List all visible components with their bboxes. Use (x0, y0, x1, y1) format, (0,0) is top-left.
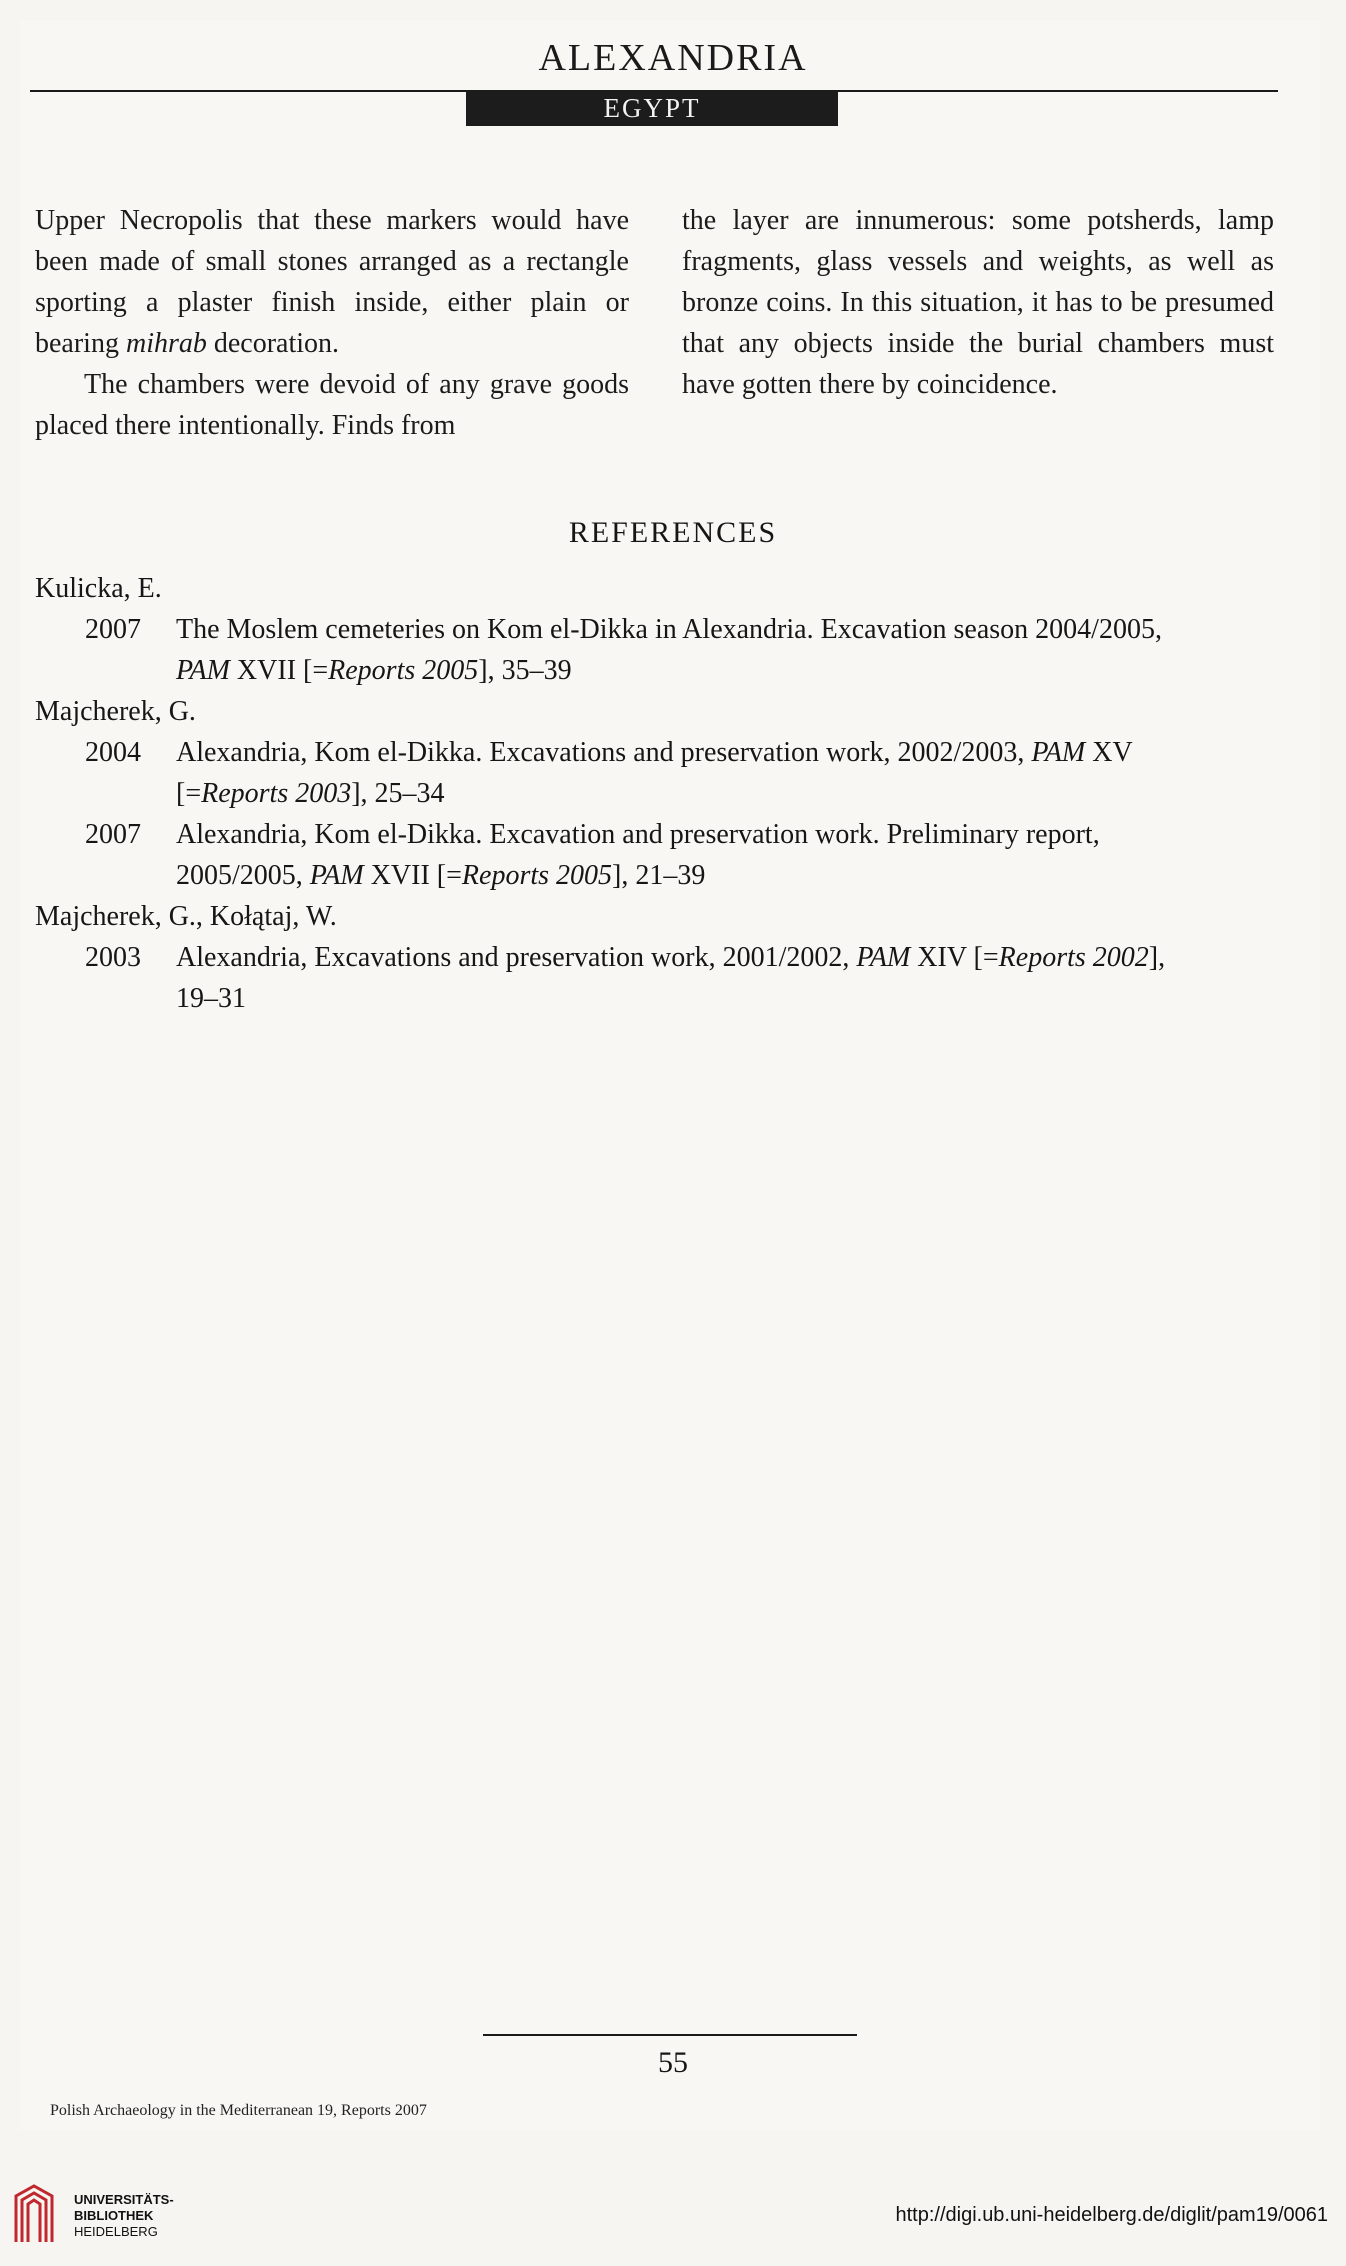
reference-author: Majcherek, G., Kołątaj, W. (35, 901, 337, 932)
right-column (682, 200, 1274, 405)
references-heading: REFERENCES (568, 516, 778, 549)
page-number: 55 (658, 2046, 688, 2079)
reference-entry: 2003 Alexandria, Excavations and preservation work, 2001/2002, PAM XIV [=Reports 2002], 19–31 (35, 937, 1285, 1019)
library-logo-icon (12, 2182, 56, 2246)
library-logo-mark (16, 2186, 52, 2242)
section-tag: EGYPT (466, 90, 838, 126)
reference-entry: 2007 The Moslem cemeteries on Kom el-Dikka in Alexandria. Excavation season 2004/2005, PAM XVII [=Reports 2005], 35–39 (35, 609, 1285, 691)
reference-year: 2007 (85, 819, 141, 850)
reference-entry: 2007 Alexandria, Kom el-Dikka. Excavation and preservation work. Preliminary report, 2005/2005, PAM XVII [=Reports 2005], 21–39 (35, 814, 1285, 896)
left-paragraph-2: The chambers were devoid of any grave goods placed there intentionally. Finds from (35, 369, 629, 441)
reference-year: 2007 (85, 614, 141, 645)
reference-entry: 2004 Alexandria, Kom el-Dikka. Excavations and preservation work, 2002/2003, PAM XV [=Reports 2003], 25–34 (35, 732, 1285, 814)
journal-line: Polish Archaeology in the Mediterranean 19, Reports 2007 (50, 2102, 427, 2119)
right-paragraph-1: the layer are innumerous: some potsherds, lamp fragments, glass vessels and weights, as well as bronze coins. In this situation, it has to be presumed that any objects inside the burial chambers must have gotten there by coincidence. (682, 205, 1274, 400)
library-name: UNIVERSITÄTS- BIBLIOTHEK HEIDELBERG (74, 2192, 174, 2239)
reference-author: Majcherek, G. (35, 696, 196, 727)
left-paragraph-1: Upper Necropolis that these markers would have been made of small stones arranged as a rectangle sporting a plaster finish inside, either plain or bearing mihrab decoration. (35, 205, 629, 359)
source-url-link[interactable]: http://digi.ub.uni-heidelberg.de/diglit/pam19/0061 (895, 2204, 1328, 2226)
running-title: ALEXANDRIA (538, 37, 808, 79)
references-list (35, 568, 1285, 1019)
reference-year: 2004 (85, 737, 141, 768)
reference-year: 2003 (85, 942, 141, 973)
reference-author: Kulicka, E. (35, 573, 162, 604)
footer-rule (483, 2034, 857, 2036)
left-column (35, 200, 629, 446)
